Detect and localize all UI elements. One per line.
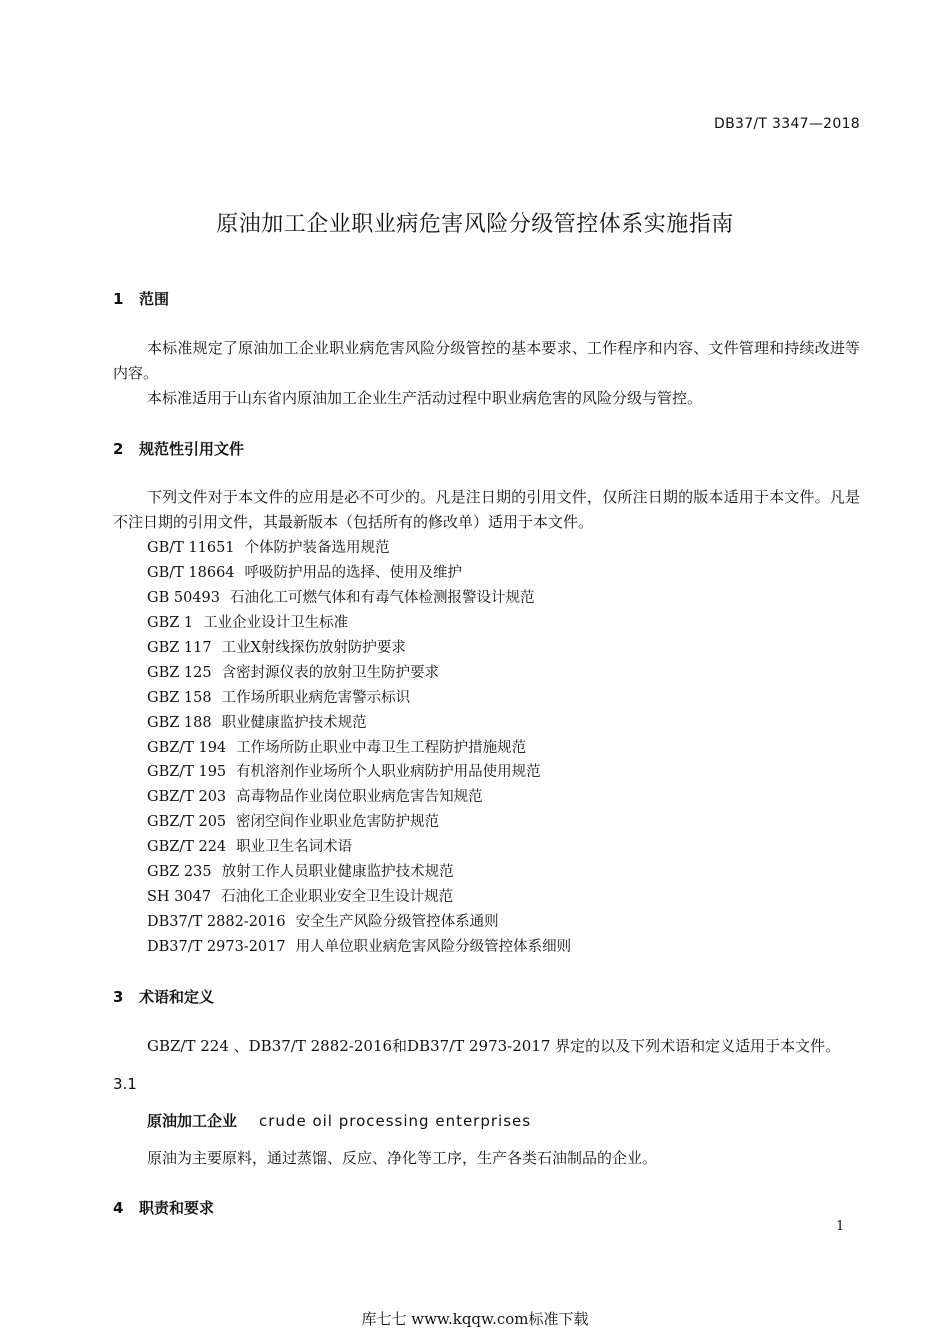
reference-code: GBZ/T 194 [147,740,227,756]
term-english: crude oil processing enterprises [259,1112,532,1130]
section-title: 范围 [139,290,170,308]
section-2-intro: 下列文件对于本文件的应用是必不可少的。凡是注日期的引用文件，仅所注日期的版本适用于本文件。凡是不注日期的引用文件，其最新版本（包括所有的修改单）适用于本文件。 [113,488,860,531]
reference-item [147,760,541,781]
section-number: 3 [113,988,124,1006]
reference-item [147,935,571,956]
reference-name: 呼吸防护用品的选择、使用及维护 [244,565,463,581]
term-chinese: 原油加工企业 [147,1112,238,1130]
section-title: 规范性引用文件 [139,440,245,458]
section-1-paragraph-1: 本标准规定了原油加工企业职业病危害风险分级管控的基本要求、工作程序和内容、文件管理和持续改进等内容。 [113,339,860,382]
reference-item [147,586,534,607]
reference-name: 工业企业设计卫生标准 [203,615,349,631]
reference-code: GB/T 18664 [147,565,235,581]
section-3-intro: GBZ/T 224 、DB37/T 2882-2016和DB37/T 2973-2017 界定的以及下列术语和定义适用于本文件。 [147,1037,841,1055]
reference-code: GB 50493 [147,590,220,606]
reference-code: GBZ/T 203 [147,789,227,805]
reference-item [147,686,410,707]
reference-name: 有机溶剂作业场所个人职业病防护用品使用规范 [236,764,541,780]
reference-item [147,910,499,931]
reference-item [147,561,462,582]
reference-code: GBZ 188 [147,715,212,731]
reference-name: 高毒物品作业岗位职业病危害告知规范 [236,789,483,805]
reference-item [147,860,454,881]
reference-code: GB/T 11651 [147,540,235,556]
reference-code: GBZ/T 224 [147,839,227,855]
reference-code: GBZ 117 [147,640,212,656]
reference-name: 职业健康监护技术规范 [221,715,367,731]
reference-name: 个体防护装备选用规范 [244,540,390,556]
reference-item [147,785,483,806]
reference-name: 职业卫生名词术语 [236,839,353,855]
footer-watermark: 库七七 www.kqqw.com标准下载 [361,1310,589,1328]
reference-code: DB37/T 2882-2016 [147,914,286,930]
reference-code: GBZ/T 205 [147,814,227,830]
reference-name: 密闭空间作业职业危害防护规范 [236,814,440,830]
section-1-paragraph-2: 本标准适用于山东省内原油加工企业生产活动过程中职业病危害的风险分级与管控。 [147,389,703,407]
section-3-heading [113,986,214,1007]
reference-item [147,611,348,632]
reference-item [147,711,367,732]
section-1-heading [113,288,169,309]
section-number: 1 [113,290,124,308]
reference-code: GBZ 158 [147,690,212,706]
reference-item [147,885,453,906]
reference-name: 放射工作人员职业健康监护技术规范 [221,864,454,880]
reference-item [147,835,352,856]
reference-name: 含密封源仪表的放射卫生防护要求 [221,665,440,681]
section-number: 4 [113,1199,124,1217]
reference-code: DB37/T 2973-2017 [147,939,286,955]
reference-name: 用人单位职业病危害风险分级管控体系细则 [295,939,572,955]
reference-code: GBZ/T 195 [147,764,227,780]
reference-code: GBZ 125 [147,665,212,681]
document-title: 原油加工企业职业病危害风险分级管控体系实施指南 [216,212,734,237]
reference-item [147,636,406,657]
document-code: DB37/T 3347—2018 [714,116,860,132]
reference-item [147,661,439,682]
reference-item [147,536,390,557]
reference-name: 石油化工可燃气体和有毒气体检测报警设计规范 [229,590,535,606]
page-number: 1 [836,1219,845,1234]
reference-code: GBZ 235 [147,864,212,880]
section-4-heading [113,1197,214,1218]
reference-name: 安全生产风险分级管控体系通则 [295,914,499,930]
reference-name: 工作场所防止职业中毒卫生工程防护措施规范 [236,740,527,756]
reference-code: SH 3047 [147,889,212,905]
reference-item [147,736,526,757]
section-2-heading [113,438,244,459]
section-title: 术语和定义 [139,988,215,1006]
reference-name: 石油化工企业职业安全卫生设计规范 [221,889,454,905]
term-definition: 原油为主要原料，通过蒸馏、反应、净化等工序，生产各类石油制品的企业。 [147,1149,658,1167]
reference-name: 工作场所职业病危害警示标识 [221,690,411,706]
reference-code: GBZ 1 [147,615,194,631]
section-title: 职责和要求 [139,1199,215,1217]
reference-item [147,810,439,831]
section-number: 2 [113,440,124,458]
term-entry [147,1110,531,1131]
subsection-3-1-number: 3.1 [113,1075,137,1093]
reference-name: 工业X射线探伤放射防护要求 [221,640,406,656]
